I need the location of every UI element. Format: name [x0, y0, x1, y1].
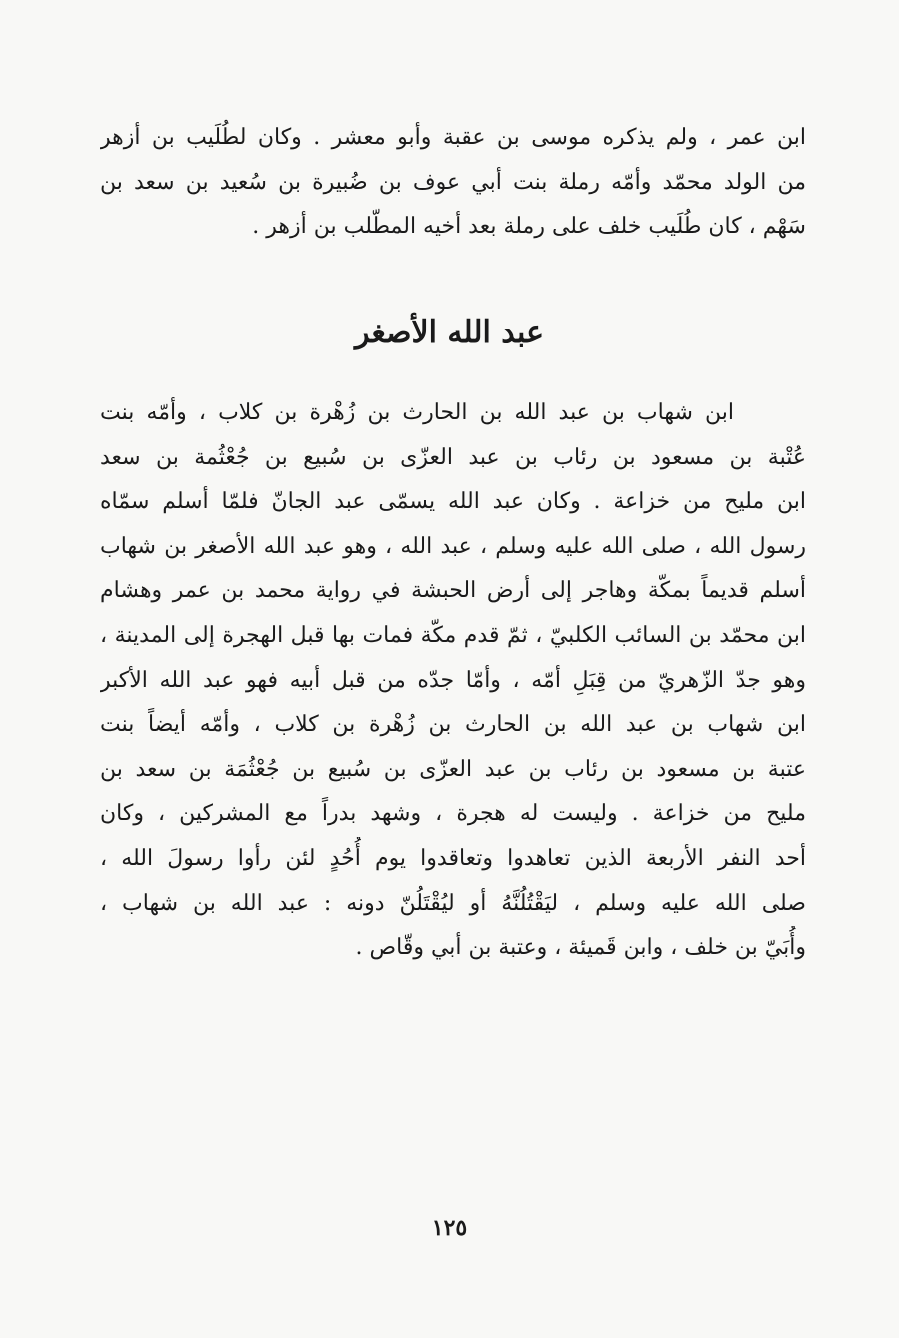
text-line: مليح من خزاعة . وليست له هجرة ، وشهد بدراً مع المشركين ، وكان	[100, 801, 806, 827]
text-line: أسلم قديماً بمكّة وهاجر إلى أرض الحبشة في رواية محمد بن عمر وهشام	[100, 578, 806, 604]
text-line: ابن عمر ، ولم يذكره موسى بن عقبة وأبو معشر . وكان لطُلَيب بن أزهر	[100, 125, 806, 150]
text-line: عُتْبة بن مسعود بن رئاب بن عبد العزّى بن سُبيع بن جُعْثُمة بن سعد	[100, 444, 806, 470]
page-number: ١٢٥	[431, 1215, 468, 1241]
text-line: وأُبَيّ بن خلف ، وابن قَميئة ، وعتبة بن أبي وقّاص .	[355, 935, 806, 961]
text-line: من الولد محمّد وأمّه رملة بنت أبي عوف بن ضُبيرة بن سُعيد بن سعد بن	[100, 169, 806, 195]
text-line: ابن مليح من خزاعة . وكان عبد الله يسمّى عبد الجانّ فلمّا أسلم سمّاه	[100, 489, 806, 515]
intro-paragraph	[100, 116, 806, 250]
text-line: أحد النفر الأربعة الذين تعاهدوا وتعاقدوا يوم أُحُدٍ لئن رأوا رسولَ الله ،	[100, 845, 806, 871]
text-line: عتبة بن مسعود بن رئاب بن عبد العزّى بن سُبيع بن جُعْثُمَة بن سعد بن	[100, 756, 806, 782]
text-line: سَهْم ، كان طُلَيب خلف على رملة بعد أخيه المطّلب بن أزهر .	[252, 214, 806, 240]
text-line: رسول الله ، صلى الله عليه وسلم ، عبد الله ، وهو عبد الله الأصغر بن شهاب	[100, 533, 806, 559]
body-paragraph	[100, 391, 806, 971]
text-line: وهو جدّ الزّهريّ من قِبَلِ أمّه ، وأمّا جدّه من قبل أبيه فهو عبد الله الأكبر	[100, 667, 806, 693]
text-line: ابن محمّد بن السائب الكلبيّ ، ثمّ قدم مكّة فمات بها قبل الهجرة إلى المدينة ،	[100, 622, 806, 648]
text-line: صلى الله عليه وسلم ، ليَقْتُلُنَّهُ أو ليُقْتَلُنّ دونه : عبد الله بن شهاب ،	[100, 890, 806, 916]
text-line: ابن شهاب بن عبد الله بن الحارث بن زُهْرة بن كلاب ، وأمّه أيضاً بنت	[100, 712, 806, 738]
section-heading: عبد الله الأصغر	[354, 315, 545, 350]
text-line: ابن شهاب بن عبد الله بن الحارث بن زُهْرة بن كلاب ، وأمّه بنت	[100, 400, 734, 425]
